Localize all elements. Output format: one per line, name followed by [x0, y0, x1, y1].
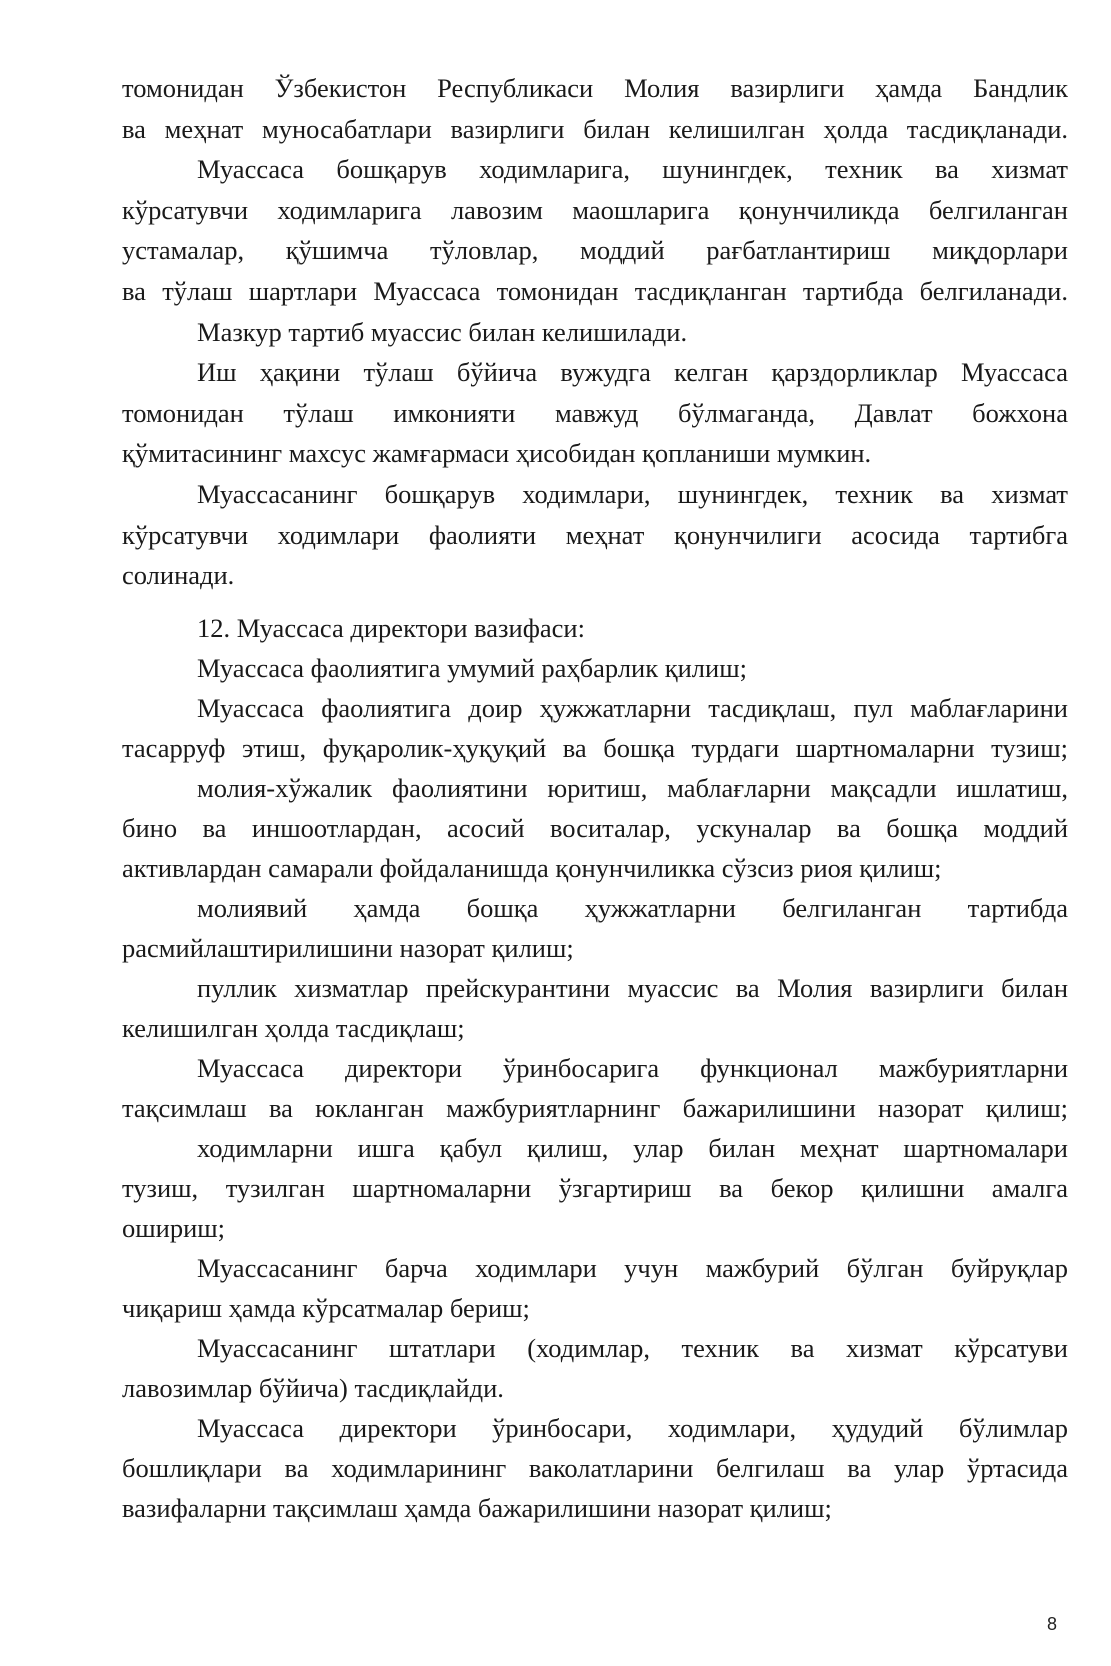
text-line: Муассаса бошқарув ходимларига, шунингдек, техник ва хизмат — [197, 154, 1068, 185]
text-line: молиявий ҳамда бошқа ҳужжатларни белгиланган тартибда — [197, 892, 1068, 923]
text-line: томонидан Ўзбекистон Республикаси Молия вазирлиги ҳамда Бандлик — [122, 73, 1068, 103]
text-line: чиқариш ҳамда кўрсатмалар бериш; — [122, 1292, 530, 1323]
text-line: тасарруф этиш, фуқаролик-ҳуқуқий ва бошқа турдаги шартномаларни тузиш; — [122, 732, 1068, 763]
text-line: Мазкур тартиб муассис билан келишилади. — [197, 316, 688, 347]
text-line: келишилган ҳолда тасдиқлаш; — [122, 1012, 465, 1043]
text-line: ошириш; — [122, 1212, 226, 1243]
text-line: молия-хўжалик фаолиятини юритиш, маблағларни мақсадли ишлатиш, — [197, 772, 1068, 803]
text-line: Муассаса директори ўринбосарига функционал мажбуриятларни — [197, 1052, 1068, 1083]
text-line: қўмитасининг махсус жамғармаси ҳисобидан қопланиши мумкин. — [122, 438, 872, 469]
text-line: устамалар, қўшимча тўловлар, моддий рағбатлантириш миқдорлари — [122, 235, 1068, 266]
text-line: 12. Муассаса директори вазифаси: — [197, 612, 585, 643]
text-line: активлардан самарали фойдаланишда қонунчиликка сўзсиз риоя қилиш; — [122, 852, 942, 883]
text-line: бошлиқлари ва ходимларининг ваколатларини белгилаш ва улар ўртасида — [122, 1452, 1068, 1483]
text-line: Муассаса директори ўринбосари, ходимлари, ҳудудий бўлимлар — [197, 1412, 1068, 1443]
text-line: Иш ҳақини тўлаш бўйича вужудга келган қарздорликлар Муассаса — [197, 357, 1068, 388]
text-line: Муассасанинг барча ходимлари учун мажбурий бўлган буйруқлар — [197, 1252, 1068, 1283]
text-line: бино ва иншоотлардан, асосий воситалар, ускуналар ва бошқа моддий — [122, 812, 1068, 843]
text-line: вазифаларни тақсимлаш ҳамда бажарилишини назорат қилиш; — [122, 1492, 832, 1523]
text-line: томонидан тўлаш имконияти мавжуд бўлмаганда, Давлат божхона — [122, 397, 1068, 428]
text-line: тақсимлаш ва юкланган мажбуриятларнинг бажарилишини назорат қилиш; — [122, 1092, 1068, 1123]
text-line: тузиш, тузилган шартномаларни ўзгартириш ва бекор қилишни амалга — [122, 1172, 1068, 1203]
text-line: лавозимлар бўйича) тасдиқлайди. — [122, 1372, 504, 1403]
text-line: кўрсатувчи ходимларига лавозим маошларига қонунчиликда белгиланган — [122, 194, 1068, 225]
text-line: солинади. — [122, 560, 235, 591]
text-line: кўрсатувчи ходимлари фаолияти меҳнат қонунчилиги асосида тартибга — [122, 519, 1068, 550]
page-number: 8 — [1047, 1614, 1058, 1634]
text-line: Муассасанинг бошқарув ходимлари, шунингдек, техник ва хизмат — [197, 479, 1068, 509]
text-line: Муассаса фаолиятига доир ҳужжатларни тасдиқлаш, пул маблағларини — [197, 692, 1068, 723]
text-line: ва меҳнат муносабатлари вазирлиги билан келишилган ҳолда тасдиқланади. — [122, 113, 1068, 144]
text-line: ва тўлаш шартлари Муассаса томонидан тасдиқланган тартибда белгиланади. — [122, 276, 1068, 306]
text-line: Муассасанинг штатлари (ходимлар, техник ва хизмат кўрсатуви — [197, 1332, 1068, 1363]
text-line: ходимларни ишга қабул қилиш, улар билан меҳнат шартномалари — [197, 1132, 1068, 1163]
text-line: пуллик хизматлар прейскурантини муассис ва Молия вазирлиги билан — [197, 972, 1068, 1003]
text-line: Муассаса фаолиятига умумий раҳбарлик қилиш; — [197, 652, 747, 683]
text-line: расмийлаштирилишини назорат қилиш; — [122, 932, 574, 963]
